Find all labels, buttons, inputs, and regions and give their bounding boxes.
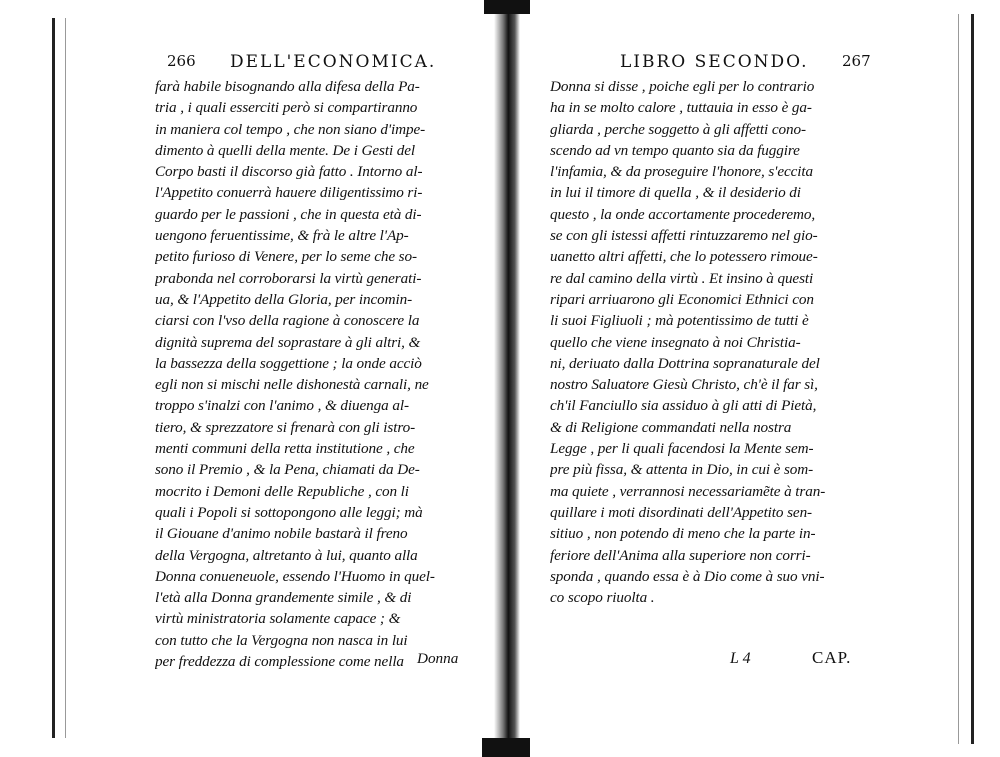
right-catchword: CAP. [812, 648, 852, 667]
text-line: farà habile bisognando alla difesa della Pa- [155, 78, 420, 95]
right-page-edge [958, 14, 974, 744]
text-line: ua, & l'Appetito della Gloria, per incomin- [155, 290, 413, 308]
text-line: feriore dell'Anima alla superiore non corri- [550, 546, 811, 564]
text-line: & di Religione commandati nella nostra [550, 418, 792, 436]
text-line: per freddezza di complessione come nella [155, 653, 404, 671]
left-catchword: Donna [417, 650, 459, 667]
text-line: se con gli istessi affetti rintuzzaremo nel gio- [550, 227, 818, 245]
text-line: tria , i quali esserciti però si compartiranno [155, 99, 418, 117]
text-line: gliarda , perche soggetto à gli affetti cono- [550, 120, 806, 138]
text-line: quillare i moti disordinati dell'Appetito sen- [550, 503, 813, 521]
gutter-shadow-bottom [482, 738, 530, 757]
text-line: guardo per le passioni , che in questa età di- [155, 205, 422, 223]
right-page [550, 52, 880, 667]
text-line: petito furioso di Venere, per lo seme che so- [155, 248, 417, 266]
text-line: questo , la onde accortamente procederemo, [550, 205, 816, 223]
text-line: in maniera col tempo , che non siano d'impe- [155, 120, 426, 138]
text-line: virtù ministratoria solamente capace ; & [155, 610, 401, 628]
left-page-number: 266 [167, 52, 196, 70]
text-line: Legge , per li quali facendosi la Mente sem- [550, 440, 814, 458]
text-line: della Vergogna, altretanto à lui, quanto alla [155, 546, 418, 564]
text-line: il Giouane d'animo nobile bastarà il freno [155, 525, 408, 543]
left-page [155, 52, 490, 672]
text-line: re dal camino della virtù . Et insino à questi [550, 269, 814, 287]
text-line: sitiuo , non potendo di meno che la parte in- [550, 525, 816, 543]
text-line: quali i Popoli si sottopongono alle leggi; mà [155, 503, 423, 521]
text-line: sponda , quando essa è à Dio come à suo vni- [550, 567, 825, 585]
text-line: egli non si mischi nelle dishonestà carnali, ne [155, 376, 429, 394]
right-running-head [550, 52, 880, 74]
book-gutter [494, 0, 520, 757]
text-line: tiero, & sprezzatore si frenarà con gli istro- [155, 418, 416, 436]
text-line: Donna si disse , poiche egli per lo contrario [550, 78, 815, 95]
text-line: ripari arriuarono gli Economici Ethnici con [550, 290, 814, 308]
text-line: con tutto che la Vergogna non nasca in lui [155, 631, 408, 649]
text-line: in lui il timore di quella , & il desiderio di [550, 184, 801, 202]
left-body-text [155, 76, 490, 672]
text-line: dignità suprema del soprastare à gli altri, & [155, 333, 421, 351]
right-page-number: 267 [842, 52, 871, 70]
text-line: troppo s'inalzi con l'animo , & diuenga al- [155, 397, 409, 415]
left-running-title: DELL'ECONOMICA. [230, 52, 437, 72]
right-body-text [550, 76, 880, 608]
text-line: quello che viene insegnato à noi Christia- [550, 333, 801, 351]
text-line: dimento à quelli della mente. De i Gesti del [155, 141, 416, 159]
text-line: l'Appetito conuerrà hauere diligentissimo ri- [155, 184, 423, 202]
text-line: menti communi della retta institutione , che [155, 440, 415, 458]
text-line: uengono feruentissime, & frà le altre l'Ap- [155, 227, 409, 245]
text-line: mocrito i Demoni delle Republiche , con li [155, 482, 409, 500]
text-line: Donna conueneuole, essendo l'Huomo in quel- [155, 567, 435, 585]
left-page-edge [52, 18, 66, 738]
text-line: ha in se molto calore , tuttauia in esso è ga- [550, 99, 812, 117]
text-line: uanetto altri affetti, che lo potessero rimoue- [550, 248, 818, 266]
text-line: l'infamia, & da proseguire l'honore, s'eccita [550, 163, 813, 181]
text-line: la bassezza della soggettione ; la onde acciò [155, 354, 422, 372]
signature-mark: L 4 [730, 650, 751, 667]
text-line: scendo ad vn tempo quanto sia da fuggire [550, 141, 800, 159]
text-line: ch'il Fanciullo sia assiduo à gli atti di Pietà, [550, 397, 817, 415]
text-line: li suoi Figliuoli ; mà potentissimo de tutti è [550, 312, 809, 330]
text-line: ciarsi con l'vso della ragione à conoscere la [155, 312, 420, 330]
left-running-head [155, 52, 490, 74]
text-line: co scopo riuolta . [550, 589, 655, 607]
right-running-title: LIBRO SECONDO. [620, 52, 809, 72]
text-line: ma quiete , verrannosi necessariamẽte à tran- [550, 482, 826, 500]
text-line: prabonda nel corroborarsi la virtù generati- [155, 269, 422, 287]
text-line: Corpo basti il discorso già fatto . Intorno al- [155, 163, 423, 181]
text-line: nostro Saluatore Giesù Christo, ch'è il far sì, [550, 376, 818, 394]
text-line: l'età alla Donna grandemente simile , & di [155, 589, 412, 607]
text-line: sono il Premio , & la Pena, chiamati da De- [155, 461, 420, 479]
gutter-shadow-top [484, 0, 530, 14]
text-line: pre più fissa, & attenta in Dio, in cui è som- [550, 461, 814, 479]
text-line: ni, deriuato dalla Dottrina sopranaturale del [550, 354, 820, 372]
